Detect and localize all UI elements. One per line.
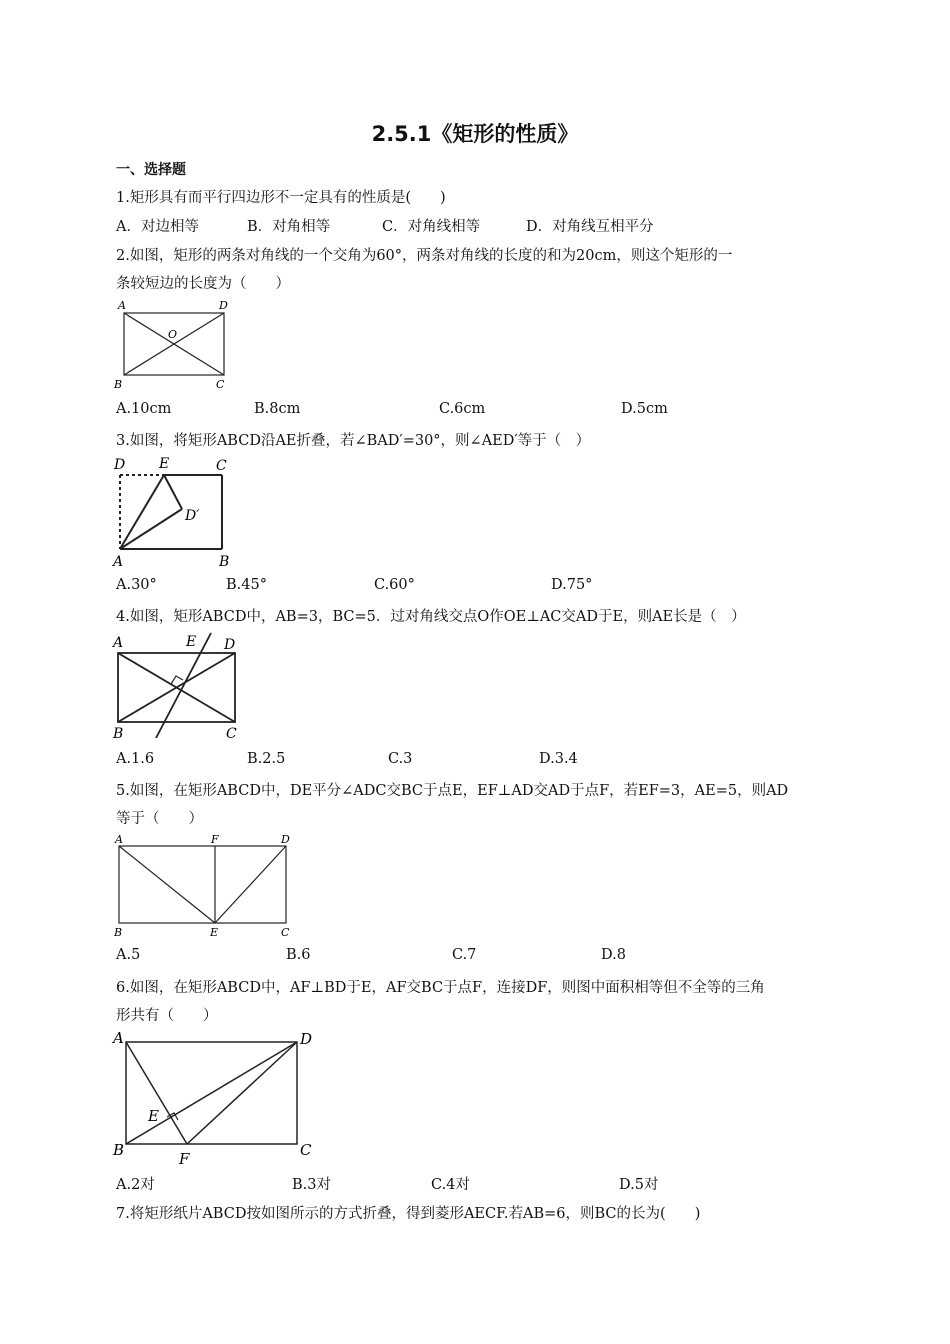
q4-option-d: D.3.4 (539, 751, 578, 767)
q2-label-c: C (216, 378, 225, 391)
q1-option-d: D．对角线互相平分 (526, 219, 654, 235)
q5-option-b: B.6 (286, 947, 311, 963)
q3-label-b: B (219, 554, 230, 570)
q2-label-d: D (219, 299, 228, 312)
q4-option-c: C.3 (388, 751, 413, 767)
q3-label-c: C (216, 458, 227, 474)
q6-option-b: B.3对 (292, 1177, 331, 1193)
q5-label-b: B (114, 926, 123, 939)
question-3-text: 3.如图，将矩形ABCD沿AE折叠，若∠BAD′=30°，则∠AED′等于（ ） (116, 433, 591, 449)
q5-label-a: A (115, 833, 123, 846)
q5-label-e: E (210, 926, 219, 939)
question-7-text: 7.将矩形纸片ABCD按如图所示的方式折叠，得到菱形AECF.若AB=6，则BC的长为( ) (116, 1206, 701, 1222)
question-1-text: 1.矩形具有而平行四边形不一定具有的性质是( ) (116, 190, 446, 206)
q1-option-b: B．对角相等 (247, 219, 331, 235)
question-5-text-line2: 等于（ ） (116, 811, 203, 827)
q1-option-a: A．对边相等 (116, 219, 199, 235)
q4-figure (110, 628, 245, 748)
q3-option-d: D.75° (551, 577, 593, 593)
q6-label-d: D (300, 1030, 313, 1048)
q3-label-d-prime: D′ (185, 508, 200, 524)
question-6-text-line1: 6.如图，在矩形ABCD中，AF⊥BD于E，AF交BC于点F，连接DF，则图中面积相等但不全等的三角 (116, 980, 765, 996)
q6-segment-af (126, 1042, 187, 1144)
page-title: 2.5.1《矩形的性质》 (371, 122, 579, 146)
q4-label-c: C (226, 726, 237, 742)
q5-segment-de (215, 846, 286, 923)
q6-segment-df (187, 1042, 297, 1144)
question-2-text-line2: 条较短边的长度为（ ） (116, 276, 290, 292)
q5-rectangle (119, 846, 286, 923)
q2-option-b: B.8cm (254, 401, 301, 417)
q5-label-d: D (281, 833, 290, 846)
q3-option-a: A.30° (116, 577, 157, 593)
q3-option-c: C.60° (374, 577, 415, 593)
q5-figure (110, 830, 300, 942)
q4-right-angle-mark (171, 676, 183, 684)
q2-label-b: B (114, 378, 123, 391)
q3-figure (110, 452, 245, 572)
q4-label-e: E (186, 634, 197, 650)
q3-edge-d-prime-a (120, 509, 182, 549)
q3-label-d: D (114, 457, 126, 473)
q2-label-a: A (118, 299, 126, 312)
q6-label-e: E (148, 1107, 159, 1125)
q2-option-a: A.10cm (116, 401, 172, 417)
q4-label-a: A (113, 635, 124, 651)
q6-label-c: C (300, 1141, 312, 1159)
q4-option-a: A.1.6 (116, 751, 155, 767)
q6-option-c: C.4对 (431, 1177, 470, 1193)
q2-option-d: D.5cm (621, 401, 668, 417)
q3-label-e: E (159, 456, 170, 472)
q3-label-a: A (113, 554, 124, 570)
q6-label-f: F (179, 1150, 190, 1168)
q6-figure (110, 1027, 320, 1167)
q4-label-b: B (113, 726, 124, 742)
q4-option-b: B.2.5 (247, 751, 286, 767)
question-2-text-line1: 2.如图，矩形的两条对角线的一个交角为60°，两条对角线的长度的和为20cm，则这个矩形的一 (116, 248, 733, 264)
q2-figure (110, 295, 240, 395)
q6-option-a: A.2对 (116, 1177, 155, 1193)
q3-option-b: B.45° (226, 577, 267, 593)
q5-label-f: F (211, 833, 219, 846)
q5-option-a: A.5 (116, 947, 141, 963)
q3-fold-ae (120, 475, 164, 549)
q6-option-d: D.5对 (619, 1177, 659, 1193)
section-heading: 一、选择题 (116, 162, 186, 178)
q2-label-o: O (168, 328, 178, 341)
q5-label-c: C (281, 926, 290, 939)
q6-diagonal-bd (126, 1042, 297, 1144)
q6-label-b: B (113, 1141, 125, 1159)
question-6-text-line2: 形共有（ ） (116, 1008, 218, 1024)
question-5-text-line1: 5.如图，在矩形ABCD中，DE平分∠ADC交BC于点E，EF⊥AD交AD于点F，若EF=3，AE=5，则AD (116, 783, 789, 799)
q1-option-c: C．对角线相等 (382, 219, 481, 235)
q5-option-c: C.7 (452, 947, 477, 963)
q2-option-c: C.6cm (439, 401, 486, 417)
q6-label-a: A (113, 1029, 124, 1047)
q3-edge-ed-prime (164, 475, 182, 509)
question-4-text: 4.如图，矩形ABCD中，AB=3，BC=5．过对角线交点O作OE⊥AC交AD于E，则AE长是（ ） (116, 609, 746, 625)
q5-option-d: D.8 (601, 947, 626, 963)
q5-segment-ae (119, 846, 215, 923)
q4-label-d: D (224, 637, 236, 653)
